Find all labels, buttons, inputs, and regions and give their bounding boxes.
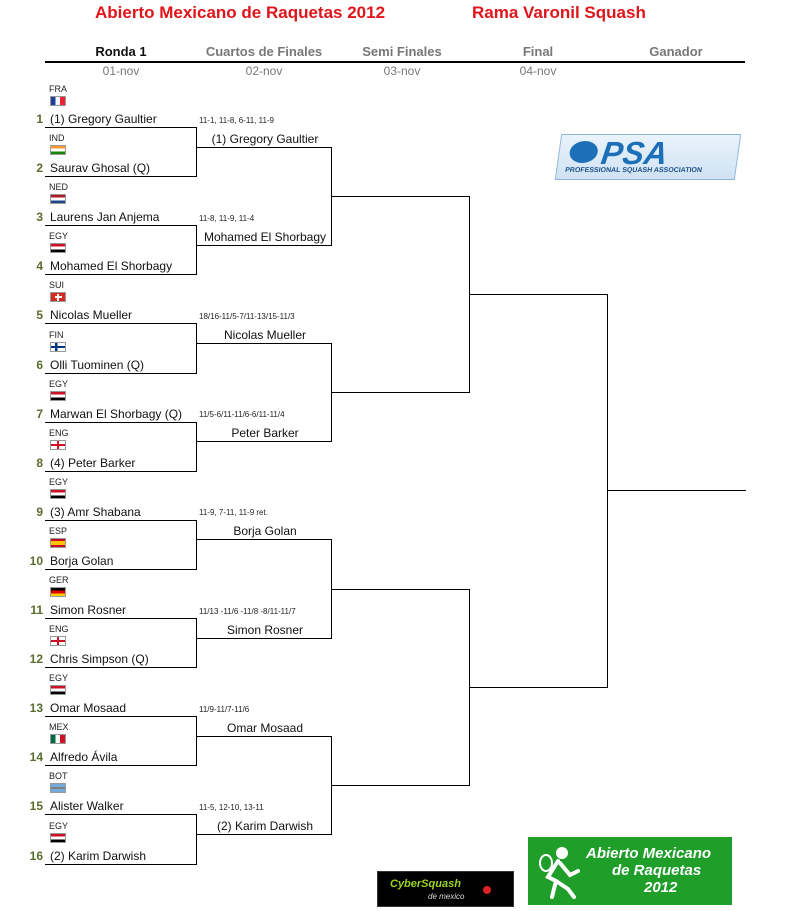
round-header: Ronda 1 — [95, 44, 147, 59]
bracket-connector — [196, 323, 197, 374]
draw-position: 2 — [36, 161, 43, 175]
sf-line — [332, 589, 469, 590]
qf-line — [197, 539, 331, 540]
flag-esp-icon — [50, 538, 66, 548]
player-name: Saurav Ghosal (Q) — [50, 161, 151, 175]
draw-line — [45, 373, 196, 374]
draw-line — [45, 765, 196, 766]
draw-position: 5 — [36, 308, 43, 322]
draw-line — [45, 569, 196, 570]
psa-logo — [555, 134, 741, 180]
bracket-connector — [196, 422, 197, 472]
racquet-player-icon — [534, 845, 584, 899]
bracket-connector — [196, 618, 197, 668]
country-code: FIN — [49, 330, 64, 340]
draw-line — [45, 618, 196, 619]
flag-mex-icon — [50, 734, 66, 744]
country-code: GER — [49, 575, 69, 585]
draw-line — [45, 176, 196, 177]
amr-logo-line3: 2012 — [644, 879, 678, 896]
draw-line — [45, 667, 196, 668]
player-name: (2) Karim Darwish — [50, 849, 147, 863]
match-score: 11-8, 11-9, 11-4 — [199, 214, 255, 223]
country-code: BOT — [49, 771, 68, 781]
qf-line — [197, 736, 331, 737]
draw-title: Rama Varonil Squash — [472, 3, 646, 22]
psa-logo-text: PSA — [599, 135, 670, 171]
player-name: Nicolas Mueller — [50, 308, 133, 322]
country-code: EGY — [49, 477, 69, 487]
flag-egy-icon — [50, 391, 66, 401]
bracket-connector — [607, 294, 608, 688]
draw-line — [45, 716, 196, 717]
draw-position: 9 — [36, 505, 43, 519]
qf-player-name: Borja Golan — [233, 524, 297, 538]
match-score: 11/9-11/7-11/6 — [199, 705, 250, 714]
round-header: Cuartos de Finales — [205, 44, 323, 59]
player-name: Marwan El Shorbagy (Q) — [50, 407, 183, 421]
country-code: ENG — [49, 624, 69, 634]
match-score: 11-5, 12-10, 13-11 — [199, 803, 264, 812]
player-name: Alfredo Ávila — [50, 750, 118, 764]
qf-player-name: Peter Barker — [231, 426, 299, 440]
final-line — [470, 294, 607, 295]
amr-logo-line1: Abierto Mexicano — [586, 845, 712, 862]
country-code: IND — [49, 133, 65, 143]
bracket-connector — [196, 127, 197, 177]
country-code: NED — [49, 182, 69, 192]
country-code: EGY — [49, 821, 69, 831]
round-header: Final — [522, 44, 554, 59]
qf-player-name: Mohamed El Shorbagy — [203, 230, 327, 244]
round-date: 04-nov — [519, 64, 557, 78]
flag-ind-icon — [50, 145, 66, 155]
country-code: EGY — [49, 379, 69, 389]
amr-logo-line2: de Raquetas — [612, 862, 702, 879]
round-date: 01-nov — [102, 64, 140, 78]
country-code: ESP — [49, 526, 68, 536]
header-divider — [45, 61, 745, 63]
country-code: ENG — [49, 428, 69, 438]
round-date: 03-nov — [383, 64, 421, 78]
bracket-connector — [196, 520, 197, 570]
cybersquash-logo-subtitle: de mexico — [428, 892, 465, 901]
draw-position: 3 — [36, 210, 43, 224]
country-code: SUI — [49, 280, 65, 290]
match-score: 11-9, 7-11, 11-9 ret. — [199, 508, 268, 517]
draw-position: 15 — [29, 799, 43, 813]
draw-line — [45, 225, 196, 226]
bracket-connector — [196, 225, 197, 275]
draw-line — [45, 471, 196, 472]
qf-line — [197, 834, 331, 835]
squash-player-icon — [568, 141, 599, 163]
qf-line — [197, 245, 331, 246]
draw-position: 1 — [36, 112, 43, 126]
sf-line — [332, 196, 469, 197]
amr-logo — [528, 837, 732, 905]
bracket-connector — [196, 716, 197, 766]
flag-fra-icon — [50, 96, 66, 106]
psa-logo-subtitle: PROFESSIONAL SQUASH ASSOCIATION — [564, 167, 703, 174]
country-code: EGY — [49, 231, 69, 241]
draw-position: 13 — [29, 701, 43, 715]
draw-line — [45, 520, 196, 521]
qf-player-name: Nicolas Mueller — [223, 328, 307, 342]
flag-eng-icon — [50, 636, 66, 646]
draw-position: 6 — [36, 358, 43, 372]
draw-line — [45, 422, 196, 423]
match-score: 11-1, 11-8, 6-11, 11-9 — [199, 116, 275, 125]
flag-egy-icon — [50, 243, 66, 253]
flag-ger-icon — [50, 587, 66, 597]
player-name: (3) Amr Shabana — [50, 505, 141, 519]
draw-position: 12 — [29, 652, 43, 666]
match-score: 11/13 -11/6 -11/8 -8/11-11/7 — [199, 607, 296, 616]
player-name: Borja Golan — [50, 554, 114, 568]
flag-egy-icon — [50, 833, 66, 843]
draw-position: 11 — [30, 603, 43, 617]
country-code: EGY — [49, 673, 69, 683]
player-name: Alister Walker — [50, 799, 124, 813]
player-name: Mohamed El Shorbagy — [50, 259, 173, 273]
player-name: (1) Gregory Gaultier — [50, 112, 157, 126]
sf-line — [332, 392, 469, 393]
country-code: MEX — [49, 722, 69, 732]
player-name: Simon Rosner — [50, 603, 127, 617]
qf-player-name: Simon Rosner — [226, 623, 304, 637]
flag-egy-icon — [50, 489, 66, 499]
final-line — [470, 687, 607, 688]
round-header: Ganador — [649, 44, 703, 59]
draw-position: 4 — [36, 259, 43, 273]
qf-line — [197, 441, 331, 442]
qf-line — [197, 638, 331, 639]
flag-egy-icon — [50, 685, 66, 695]
round-header: Semi Finales — [362, 44, 442, 59]
player-name: Laurens Jan Anjema — [50, 210, 160, 224]
match-score: 18/16-11/5-7/11-13/15-11/3 — [199, 312, 295, 321]
cybersquash-logo-text: CyberSquash — [390, 878, 461, 890]
draw-position: 16 — [29, 849, 43, 863]
flag-eng-icon — [50, 440, 66, 450]
player-name: Chris Simpson (Q) — [50, 652, 149, 666]
draw-line — [45, 323, 196, 324]
tournament-title: Abierto Mexicano de Raquetas 2012 — [95, 3, 386, 22]
draw-position: 8 — [36, 456, 43, 470]
match-score: 11/5-6/11-11/6-6/11-11/4 — [199, 410, 285, 419]
qf-line — [197, 147, 331, 148]
qf-player-name: Omar Mosaad — [226, 721, 304, 735]
round-date: 02-nov — [245, 64, 283, 78]
qf-player-name: (1) Gregory Gaultier — [211, 132, 319, 146]
flag-bot-icon — [50, 783, 66, 793]
flag-ned-icon — [50, 194, 66, 204]
cybersquash-logo — [377, 871, 514, 907]
player-name: Omar Mosaad — [50, 701, 127, 715]
sf-line — [332, 785, 469, 786]
squash-ball-icon — [483, 886, 491, 894]
draw-position: 7 — [36, 407, 43, 421]
draw-line — [45, 127, 196, 128]
draw-line — [45, 274, 196, 275]
winner-line — [608, 490, 746, 491]
draw-line — [45, 814, 196, 815]
player-name: (4) Peter Barker — [50, 456, 136, 470]
qf-line — [197, 343, 331, 344]
flag-sui-icon — [50, 292, 66, 302]
draw-position: 10 — [29, 554, 43, 568]
bracket-connector — [196, 814, 197, 865]
draw-line — [45, 864, 196, 865]
qf-player-name: (2) Karim Darwish — [216, 819, 313, 833]
player-name: Olli Tuominen (Q) — [50, 358, 145, 372]
flag-fin-icon — [50, 342, 66, 352]
draw-position: 14 — [29, 750, 43, 764]
country-code: FRA — [49, 84, 67, 94]
